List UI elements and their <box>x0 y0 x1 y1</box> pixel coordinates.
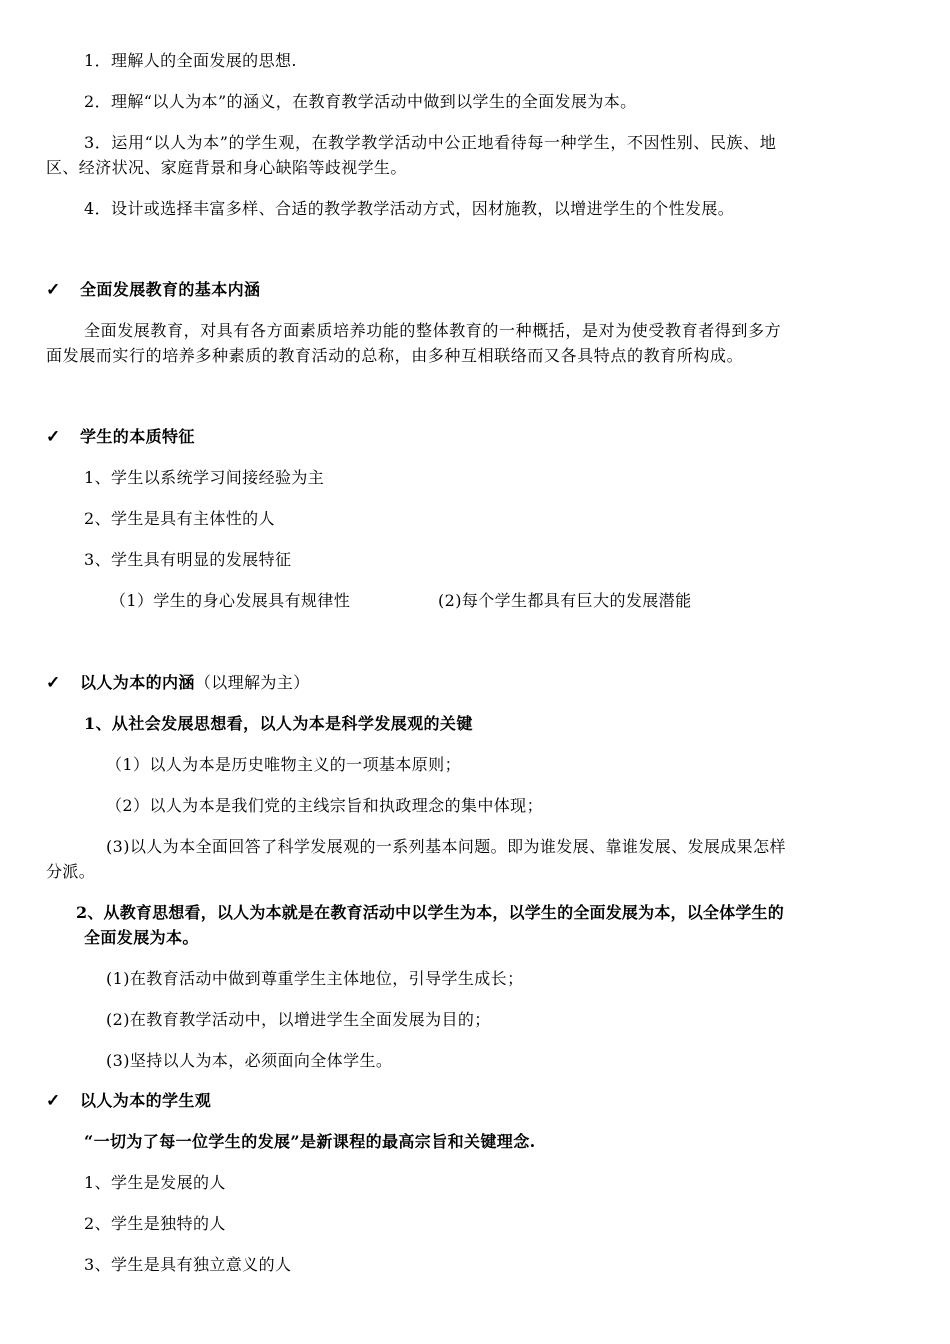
section-title-note: （以理解为主） <box>194 673 310 692</box>
list-item-a2: （2）以人为本是我们党的主线宗旨和执政理念的集中体现； <box>106 796 543 815</box>
student-view-item-3: 3、学生是具有独立意义的人 <box>84 1255 292 1274</box>
section-title-student-view: 以人为本的学生观 <box>80 1091 212 1110</box>
intro-item-3-line-2: 区、经济状况、家庭背景和身心缺陷等歧视学生。 <box>46 158 407 177</box>
intro-item-1: 1．理解人的全面发展的思想. <box>84 51 297 70</box>
student-nature-sub-1: （1）学生的身心发展具有规律性 <box>110 591 351 610</box>
list-item-a3-line-2: 分派。 <box>46 862 96 881</box>
student-nature-item-2: 2、学生是具有主体性的人 <box>84 509 275 528</box>
list-item-a3-line-1: (3)以人为本全面回答了科学发展观的一系列基本问题。即为谁发展、靠谁发展、发展成果怎样 <box>106 837 786 856</box>
list-item-a1: （1）以人为本是历史唯物主义的一项基本原则； <box>106 755 461 774</box>
intro-item-3-line-1: 3．运用“以人为本”的学生观，在教学教学活动中公正地看待每一种学生，不因性别、民族、地 <box>84 133 777 152</box>
section-title-text: 以人为本的内涵 <box>80 673 195 692</box>
section-title-student-nature: 学生的本质特征 <box>80 427 195 446</box>
section-title-people-oriented <box>80 675 310 691</box>
check-icon: ✓ <box>46 427 61 447</box>
student-nature-sub-2: (2)每个学生都具有巨大的发展潜能 <box>438 591 692 610</box>
list-item-b1: (1)在教育活动中做到尊重学生主体地位，引导学生成长； <box>106 969 524 988</box>
check-icon: ✓ <box>46 280 61 300</box>
subheading-education-line-1: 2、从教育思想看，以人为本就是在教育活动中以学生为本，以学生的全面发展为本，以全体学生的 <box>76 903 784 922</box>
intro-item-4: 4．设计或选择丰富多样、合适的教学教学活动方式，因材施教，以增进学生的个性发展。 <box>84 199 735 218</box>
check-icon: ✓ <box>46 1091 61 1111</box>
student-view-item-2: 2、学生是独特的人 <box>84 1214 226 1233</box>
list-item-b3: (3)坚持以人为本，必须面向全体学生。 <box>106 1051 393 1070</box>
list-item-b2: (2)在教育教学活动中，以增进学生全面发展为目的； <box>106 1010 491 1029</box>
subheading-education-line-2: 全面发展为本。 <box>84 928 199 947</box>
subheading-social-development: 1、从社会发展思想看，以人为本是科学发展观的关键 <box>84 714 473 733</box>
paragraph-line-2: 面发展而实行的培养多种素质的教育活动的总称，由多种互相联络而又各具特点的教育所构成。 <box>46 346 744 365</box>
paragraph-line-1: 全面发展教育，对具有各方面素质培养功能的整体教育的一种概括，是对为使受教育者得到多方 <box>84 321 782 340</box>
check-icon: ✓ <box>46 673 61 693</box>
student-view-item-1: 1、学生是发展的人 <box>84 1173 226 1192</box>
student-nature-item-1: 1、学生以系统学习间接经验为主 <box>84 468 325 487</box>
student-nature-item-3: 3、学生具有明显的发展特征 <box>84 550 292 569</box>
section-title-development-education: 全面发展教育的基本内涵 <box>80 280 261 299</box>
intro-item-2: 2．理解“以人为本”的涵义，在教育教学活动中做到以学生的全面发展为本。 <box>84 92 637 111</box>
student-view-lead: “一切为了每一位学生的发展”是新课程的最高宗旨和关键理念. <box>84 1132 536 1151</box>
